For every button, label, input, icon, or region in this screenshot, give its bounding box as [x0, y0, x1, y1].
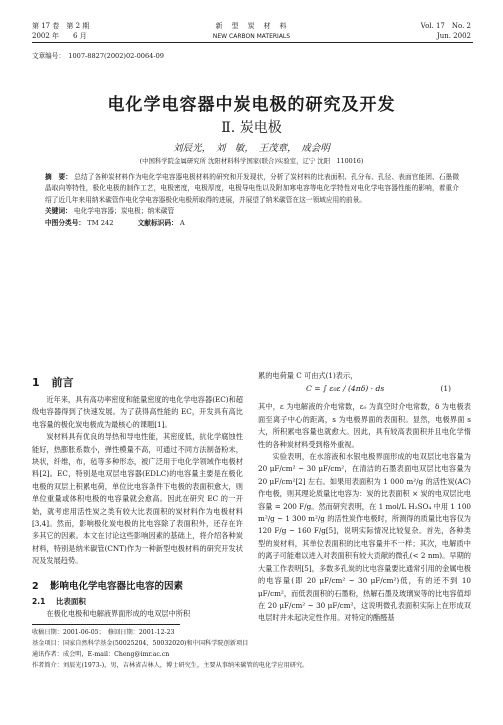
footnote-contact: 通讯作者：成会明，E-mail：Cheng@imr.ac.cn [32, 651, 170, 658]
header-rule [32, 42, 473, 43]
abstract-block [45, 172, 459, 229]
article-id: 文章编号： 1007-8827(2002)02-0064-09 [32, 52, 164, 60]
section-1-number: 1 [32, 376, 40, 389]
author-affiliation: (中国科学院金属研究所 沈阳材料科学国家(联合)实验室，辽宁 沈阳 110016) [139, 157, 364, 165]
left-column [32, 374, 243, 620]
abstract-label: 摘 要： [45, 173, 73, 181]
equation-1-body: C = ∫ ε₀ε / (4πδ) · ds [306, 384, 385, 394]
equation-1 [258, 383, 471, 399]
footnote-rule [32, 624, 180, 625]
footnote-fund: 基金项目：国家自然科学基金(50025204，50032020)和中国科学院创新项目 [32, 640, 249, 647]
header-volume-en: Vol. 17 No. 2 [420, 22, 471, 30]
intro-paragraph-1: 近年来，具有高功率密度和能量密度的电化学电容器(EC)和超级电容器得到了快速发展。为了获得高性能的 EC，开发具有高比电容量的极化炭电极成为最核心的课题[1]。 [32, 395, 243, 429]
section-2-heading [32, 578, 243, 592]
equation-1-number: (1) [440, 384, 451, 394]
keywords-label: 关键词： [45, 207, 72, 216]
keywords-text: 电化学电容器；炭电极；纳米碳管 [73, 207, 175, 216]
right-column [258, 370, 471, 625]
footnote-author-bio: 作者简介：刘辰光(1973-)，男，吉林省吉林人，博士研究生，主要从事纳米碳管的电化学应用研究。 [32, 662, 309, 669]
section-2-title: 影响电化学电容器比电容的因素 [49, 580, 183, 592]
header-journal-cn: 新 型 炭 材 料 [215, 22, 288, 30]
footnote-received: 收稿日期：2001-06-05； 修回日期：2001-12-23 [32, 629, 175, 636]
equation-intro: 累的电荷量 C 可由式(1)表示， [258, 371, 358, 380]
classification-label: 中图分类号： [45, 218, 86, 227]
right-paragraph-2: 实验表明，在水溶液和水银电极界面形成的电双层比电容量为 20 μF/cm² ~ 30 μF/cm²，在清洁的石墨表面电双层比电容量为 20 μF/cm²[2] 左右。如果用表面积为 1 000 m²/g 的活性炭(AC)作电极，则其理论质量比电容为：炭的比表面积 × 炭的电双层比电容量 = 200 F/g。然而研究表明，在 1 mol/L H₂SO₄ 中用 1 100 m²/g ~ 1 300 m²/g 的活性炭作电极时，所测得的质量比电容仅为 120 F/g ~ 160 F/g[5]，说明实际情况比较复杂。首先，各种类型的炭材料，其单位表面积的比电容量并不一样；其次，电解质中的离子可能难以进入对表面积有较大贡献的微孔(< 2 nm)。早期的大量工作表明[5]，多数多孔炭的比电容量要比通常引用的金属电极的电容量(即 20 μF/cm² ~ 30 μF/cm²)低，有的还不到 10 μF/cm²，而低表面积的石墨粉，热解石墨及玻璃炭等的比电容值却在 20 μF/cm² ~ 30 μF/cm²，这说明微孔表面积实际上在形成双电层时并未起决定性作用。对特定的酯醛基 [258, 452, 471, 623]
article-subtitle: Ⅱ. 炭电极 [221, 120, 282, 136]
section-2-1-heading [32, 596, 243, 607]
section-1-heading [32, 374, 243, 390]
header-date-en: Jun. 2002 [436, 32, 471, 40]
intro-paragraph-2: 炭材料具有优良的导热和导电性能，其密度低，抗化学腐蚀性能好，热膨胀系数小，弹性模量不高，可通过不同方法制备粉末，块状，纤维，布，毡等多种形态，被广泛用于电化学领域作电极材料[2]。EC，特别是电双层电容器(EDLC)的电容量主要是在极化电极的双层上积累电荷，单位比电容条件下电极的表面积愈大，则单位重量或体积电极的电容量就会愈高。因此在研究 EC 的一开始，就考虑用活性炭之类有较大比表面积的炭材料作为电极材料[3,4]。然而，影响极化炭电极的比电容除了表面积外，还存在许多其它的因素。本文在讨论这些影响因素的基础上，将介绍各种炭材料，特别是纳米碳管(CNT)作为一种新型电极材料的研究开发状况及发展趋势。 [32, 432, 243, 566]
classification-value: TM 242 [87, 218, 114, 227]
doc-code-label: 文献标识码： [137, 218, 178, 227]
section-1-title: 前言 [51, 376, 74, 389]
footnotes-block [32, 627, 473, 671]
author-list: 刘辰光， 刘 敏， 王茂章， 成会明 [173, 143, 330, 154]
doc-code-value: A [179, 218, 185, 227]
header-volume-cn: 第 17 卷 第 2 期 [32, 22, 90, 30]
right-paragraph-1: 其中，ε 为电解液的介电常数，ε₀ 为真空时介电常数，δ 为电极表面至离子中心的距离，s 为电极界面的表面积。显然，电极界面 s 大，所积累电容量也就愈大。因此，具有较高表面积并且电化学惰性的各种炭材料受到格外重视。 [258, 402, 471, 449]
header-date-cn: 2002 年 6 月 [32, 32, 87, 40]
article-title: 电化学电容器中炭电极的研究及开发 [107, 95, 396, 115]
section-2-number: 2 [32, 580, 39, 592]
section-2-1-number: 2.1 [32, 596, 46, 606]
section-2-1-title: 比表面积 [55, 596, 86, 606]
section-2-1-paragraph: 在极化电极和电解液界面形成的电双层中所积 [46, 608, 191, 618]
header-journal-en: NEW CARBON MATERIALS [212, 33, 291, 40]
abstract-text: 总结了各种炭材料作为电化学电容器电极材料的研究和开发现状，分析了炭材料的比表面积、孔分布、孔径、表面官能团、石墨微晶取向等特性，极化电极的制作工艺，电极密度，电极厚度，电极导电性以及附加寒电容等电化学特性对电化学电容器性能的影响，着重介绍了近几年来用纳米碳管作电化学电容器极化电极所取得的进展，并展望了纳米碳管在这一领域应用的前景。 [45, 173, 460, 204]
